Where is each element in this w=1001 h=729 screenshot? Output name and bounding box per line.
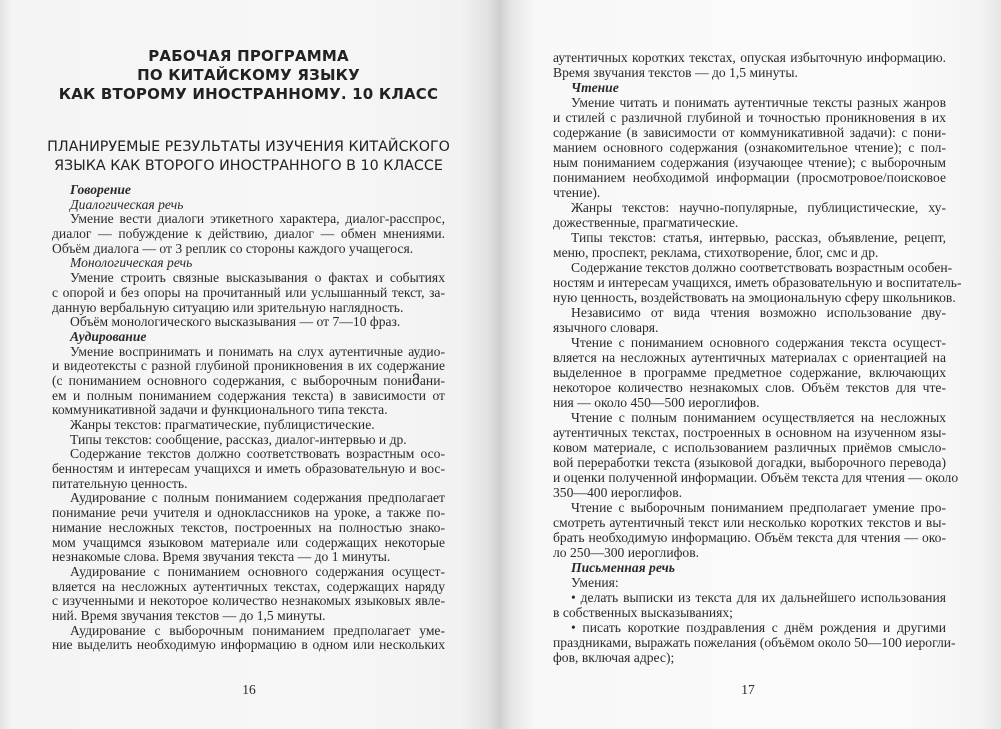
- section-title: [44, 138, 453, 176]
- paragraph: [553, 95, 946, 200]
- text-line: ния — около 450—500 иероглифов.: [553, 395, 760, 410]
- text-line: и оценки полученной информации. Объём текста для чтения — около: [553, 470, 959, 485]
- text-line: мом учащимся языковом материале или содержащих некоторые: [52, 534, 445, 550]
- text-line: Объём монологического высказывания — от 7—10 фраз.: [70, 314, 401, 330]
- text-line: Умение строить связные высказывания о фактах и событиях: [70, 270, 445, 286]
- text-line: Объём диалога — от 3 реплик со стороны каждого учащегося.: [52, 240, 414, 256]
- text-line: Диалогическая речь: [70, 196, 184, 212]
- text-line: Монологическая речь: [70, 255, 193, 271]
- text-line: Чтение с выборочным пониманием предполагает умение про-: [571, 500, 946, 515]
- text-line: фов, включая адрес);: [553, 650, 675, 665]
- text-line: вляется на несложных аутентичных материалах с ориентацией на: [553, 350, 946, 365]
- paragraph: [553, 260, 962, 305]
- title-line: КАК ВТОРОМУ ИНОСТРАННОМУ. 10 КЛАСС: [58, 85, 439, 103]
- section-heading: [52, 198, 445, 213]
- paragraph: [553, 410, 959, 500]
- paragraph: [52, 433, 445, 448]
- text-line: Аудирование: [70, 328, 147, 344]
- paragraph: [52, 212, 445, 256]
- text-line: Аудирование с пониманием основного содержания осущест-: [70, 563, 445, 579]
- text-line: ным пониманием содержания (изучающее чтение); с выборочным: [553, 155, 946, 170]
- text-line: коммуникативной задачи и функционального типа текста.: [52, 402, 388, 418]
- section-heading: [553, 560, 946, 575]
- text-line: Содержание текстов должно соответствовать возрастным особен-: [571, 260, 953, 275]
- section-heading: [52, 330, 445, 345]
- section-heading: [52, 256, 445, 271]
- page-number-left: 16: [242, 682, 256, 697]
- text-line: вой переработки текста (языковой догадки, выборочного перевода): [553, 455, 946, 470]
- paragraph: [52, 491, 445, 564]
- paragraph: [553, 575, 946, 590]
- paragraph: [553, 305, 946, 335]
- text-line: Время звучания текстов — до 1,5 минуты.: [553, 65, 798, 80]
- text-line: незнакомые слова. Время звучания текста — до 1 минуты.: [52, 549, 391, 565]
- section-heading: [553, 80, 946, 95]
- text-line: с изученными и некоторое количество незнакомых языковых явле-: [52, 593, 445, 609]
- text-line: Аудирование с полным пониманием содержания предполагает: [70, 490, 445, 506]
- text-line: Независимо от вида чтения возможно использование дву-: [571, 305, 946, 320]
- section-heading: [52, 183, 445, 198]
- subtitle-line: ПЛАНИРУЕМЫЕ РЕЗУЛЬТАТЫ ИЗУЧЕНИЯ КИТАЙСКОГО: [47, 139, 450, 155]
- text-line: выделенное в программе предметное содержание, включающих: [553, 365, 946, 380]
- text-line: Чтение: [571, 80, 619, 95]
- text-line: (с пониманием основного содержания, с выборочным пониმани-: [52, 372, 445, 388]
- paragraph: [553, 230, 946, 260]
- text-line: язычного словаря.: [553, 320, 659, 335]
- page-number-right: 17: [741, 682, 755, 697]
- text-line: ло 250—300 иероглифов.: [553, 545, 700, 560]
- text-line: содержание (в зависимости от коммуникативной задачи): с пони-: [553, 125, 946, 140]
- text-line: дожественные, прагматические.: [553, 215, 739, 230]
- text-line: диалог — побуждение к действию, диалог — обмен мнениями.: [52, 226, 445, 242]
- text-line: 350—400 иероглифов.: [553, 485, 683, 500]
- left-page-body: [52, 183, 445, 653]
- text-line: Умение вести диалоги этикетного характера, диалог-расспрос,: [70, 211, 445, 227]
- text-line: аутентичных текстах, построенных в основном на изученном язы-: [553, 425, 946, 440]
- text-line: Умение читать и понимать аутентичные тексты разных жанров: [571, 95, 946, 110]
- text-line: Жанры текстов: прагматические, публицистические.: [70, 417, 375, 432]
- text-line: Чтение с пониманием основного содержания текста осущест-: [571, 335, 946, 350]
- paragraph: [52, 565, 445, 624]
- paragraph: [553, 50, 946, 80]
- paragraph: [52, 315, 445, 330]
- text-line: Типы текстов: сообщение, рассказ, диалог-интервью и др.: [70, 431, 407, 447]
- text-line: ем и полным пониманием содержания текста) в зависимости от: [52, 387, 445, 403]
- paragraph: [553, 620, 956, 665]
- text-line: нимание несложных текстов, построенных на полностью знако-: [52, 519, 445, 535]
- text-line: • писать короткие поздравления с днём рождения и другими: [571, 620, 946, 635]
- text-line: смотреть аутентичный текст или несколько коротких текстов и вы-: [553, 515, 946, 530]
- text-line: ние выделить необходимую информацию в одном или нескольких: [52, 637, 445, 653]
- text-line: ковом материале, с использованием различных приёмов смысло-: [553, 440, 946, 455]
- paragraph: [52, 271, 445, 315]
- paragraph: [52, 345, 445, 418]
- text-line: вляется на несложных аутентичных текстах, содержащих наряду: [52, 578, 445, 594]
- right-page-body: [553, 50, 962, 665]
- text-line: манием основного содержания (ознакомительное чтение); с пол-: [553, 140, 946, 155]
- text-line: понимание речи учителя и одноклассников на уроке, а также по-: [52, 505, 445, 521]
- text-line: данную вербальную ситуацию или зрительную наглядность.: [52, 299, 404, 315]
- text-line: питательную ценность.: [52, 475, 188, 491]
- paragraph: [553, 200, 946, 230]
- text-line: бенностям и интересам учащихся и иметь образовательную и вос-: [52, 461, 445, 477]
- title-line: РАБОЧАЯ ПРОГРАММА: [148, 47, 349, 65]
- text-line: меню, проспект, реклама, стихотворение, блог, смс и др.: [553, 245, 879, 260]
- text-line: ний. Время звучания текстов — до 1,5 минуты.: [52, 607, 326, 623]
- text-line: в собственных высказываниях;: [553, 605, 733, 620]
- text-line: Письменная речь: [571, 560, 676, 575]
- text-line: Умение воспринимать и понимать на слух аутентичные аудио-: [70, 343, 445, 359]
- text-line: ную ценность, воздействовать на эмоциональную сферу школьников.: [553, 290, 956, 305]
- text-line: чтение).: [553, 185, 601, 200]
- text-line: Содержание текстов должно соответствовать возрастным осо-: [70, 446, 445, 462]
- text-line: • делать выписки из текста для их дальнейшего использования: [571, 590, 946, 605]
- paragraph: [52, 624, 445, 653]
- paragraph: [553, 500, 946, 560]
- text-line: брать необходимую информацию. Объём текста для чтения — око-: [553, 530, 946, 545]
- text-line: и стилей с различной глубиной и точностью проникновения в их: [553, 110, 946, 125]
- text-line: с опорой и без опоры на прочитанный или услышанный текст, за-: [52, 284, 445, 300]
- paragraph: [553, 590, 946, 620]
- paragraph: [553, 335, 946, 410]
- text-line: праздниками, выражать пожелания (объёмом около 50—100 иерогли-: [553, 635, 956, 650]
- program-title: [42, 47, 455, 104]
- text-line: Умения:: [571, 575, 619, 590]
- title-line: ПО КИТАЙСКОМУ ЯЗЫКУ: [137, 66, 360, 84]
- text-line: аутентичных коротких текстах, опуская избыточную информацию.: [553, 50, 946, 65]
- text-line: Чтение с полным пониманием осуществляется на несложных: [571, 410, 946, 425]
- subtitle-line: ЯЗЫКА КАК ВТОРОГО ИНОСТРАННОГО В 10 КЛАССЕ: [54, 158, 443, 174]
- paragraph: [52, 447, 445, 491]
- paragraph: [52, 418, 445, 433]
- text-line: Аудирование с выборочным пониманием предполагает уме-: [70, 622, 445, 638]
- text-line: пониманием необходимой информации (просмотровое/поисковое: [553, 170, 946, 185]
- text-line: Типы текстов: статья, интервью, рассказ, объявление, рецепт,: [571, 230, 946, 245]
- text-line: ностям и интересам учащихся, иметь образовательную и воспитатель-: [553, 275, 962, 290]
- text-line: некоторое количество незнакомых слов. Объём текстов для чте-: [553, 380, 946, 395]
- text-line: Говорение: [70, 182, 131, 197]
- text-line: и видеотексты с разной глубиной проникновения в их содержание: [52, 358, 445, 374]
- text-line: Жанры текстов: научно-популярные, публицистические, ху-: [571, 200, 946, 215]
